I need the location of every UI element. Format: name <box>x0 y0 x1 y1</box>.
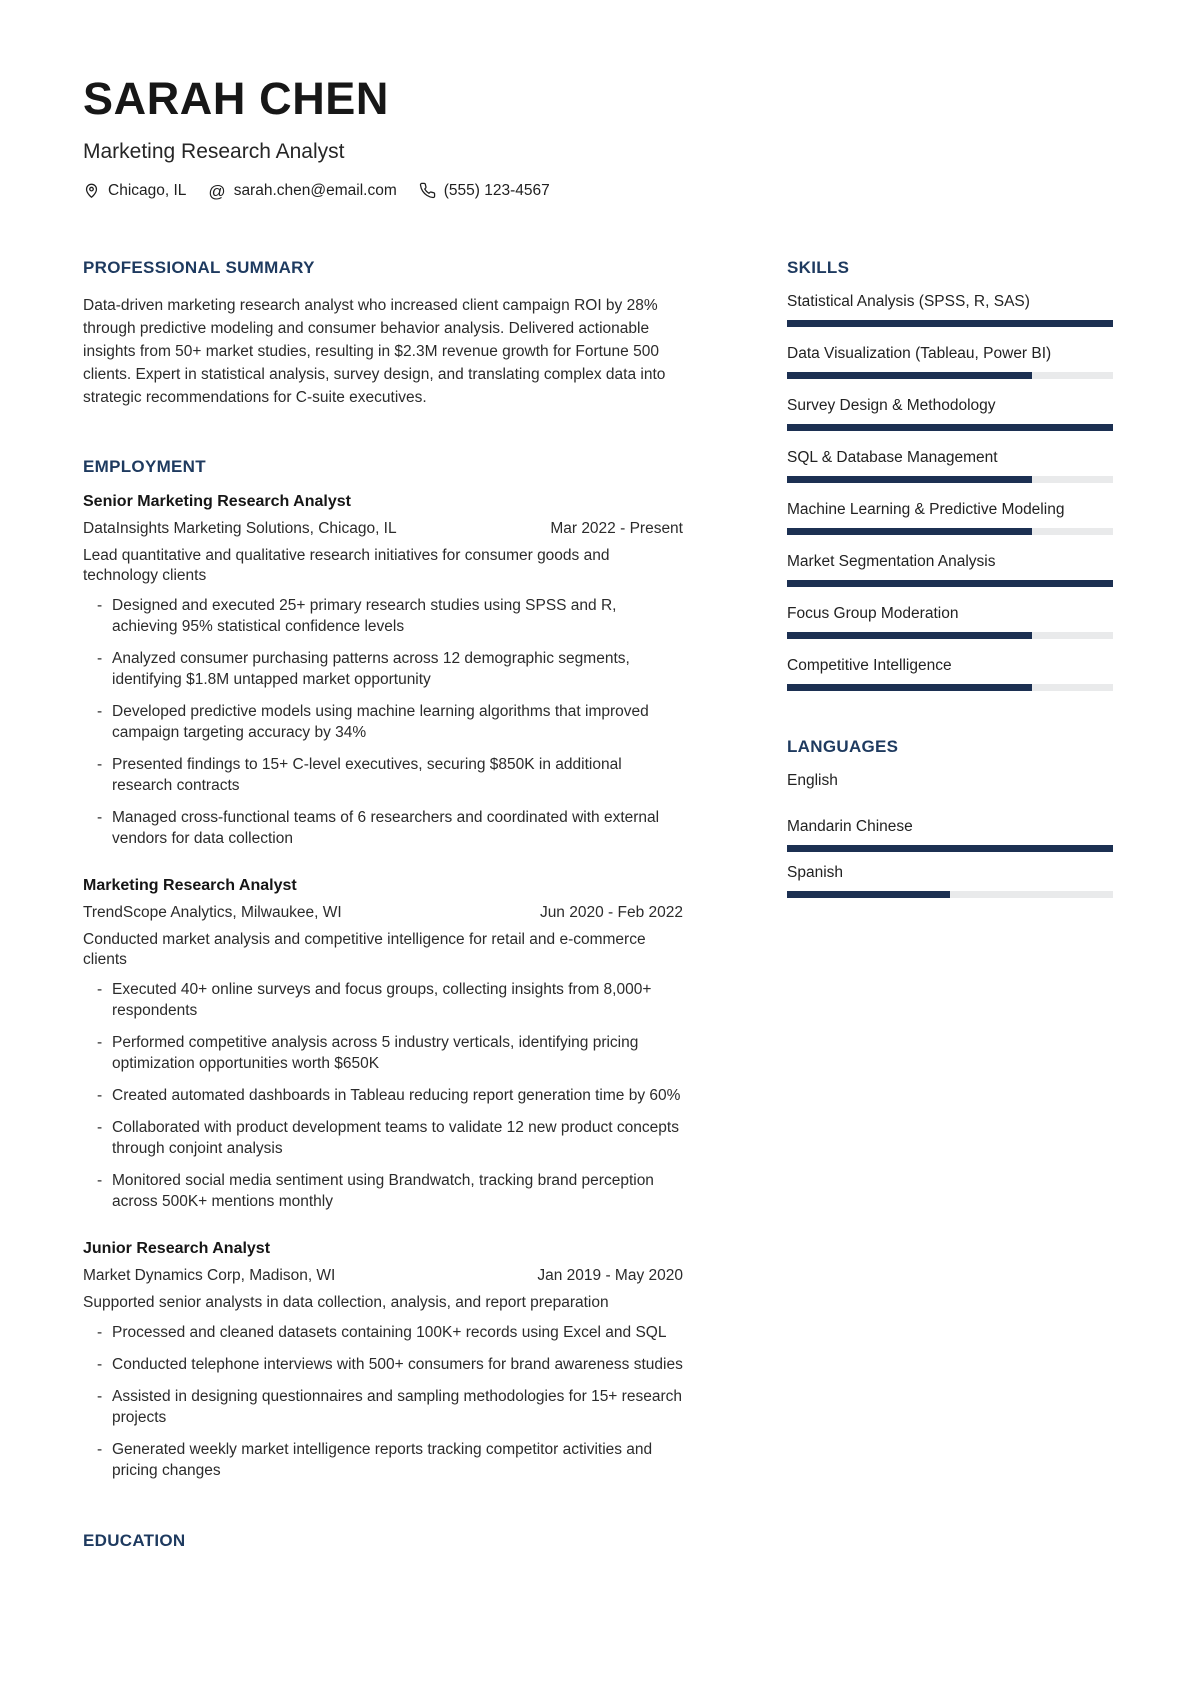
summary-text: Data-driven marketing research analyst who increased client campaign ROI by 28% through predictive modeling and consumer behavior analysis. Delivered actionable insights from 50+ market studies, resulting in $2.3M revenue growth for Fortune 500 clients. Expert in statistical analysis, survey design, and translating complex data into strategic recommendations for C-suite executives. <box>83 296 666 406</box>
job-bullet-list <box>83 979 683 1212</box>
skill-level-bar <box>787 476 1113 483</box>
skill-label: Data Visualization (Tableau, Power BI) <box>787 344 1052 362</box>
skill-label: Competitive Intelligence <box>787 656 952 674</box>
skill-label: Focus Group Moderation <box>787 604 959 622</box>
skill-level-bar <box>787 372 1113 379</box>
skills-list <box>787 293 1113 691</box>
job-description: Lead quantitative and qualitative research initiatives for consumer goods and technology clients <box>83 546 610 584</box>
job-bullet-item: - Performed competitive analysis across 5 industry verticals, identifying pricing optimization opportunities worth $650K <box>83 1032 683 1074</box>
language-label: Mandarin Chinese <box>787 817 913 835</box>
job-entry <box>83 1239 683 1481</box>
job-bullet-item: - Processed and cleaned datasets containing 100K+ records using Excel and SQL <box>83 1322 683 1343</box>
contact-location <box>83 182 186 200</box>
job-dates: Jan 2019 - May 2020 <box>537 1266 683 1284</box>
skill-level-bar <box>787 632 1113 639</box>
job-dates: Mar 2022 - Present <box>550 519 683 537</box>
skill-label: Statistical Analysis (SPSS, R, SAS) <box>787 292 1030 310</box>
skill-item <box>787 449 1113 483</box>
language-level-bar-fill <box>787 891 950 898</box>
skill-level-bar-fill <box>787 372 1032 379</box>
location-pin-icon <box>83 182 100 199</box>
skill-item <box>787 605 1113 639</box>
job-bullet-item: - Managed cross-functional teams of 6 researchers and coordinated with external vendors for data collection <box>83 807 683 849</box>
language-label: Spanish <box>787 863 844 881</box>
job-bullet-item: - Created automated dashboards in Tableau reducing report generation time by 60% <box>83 1085 683 1106</box>
job-meta-row <box>83 903 683 922</box>
job-entry <box>83 492 683 849</box>
job-dates: Jun 2020 - Feb 2022 <box>539 903 683 921</box>
languages-section <box>787 737 1113 898</box>
job-bullet-item: - Generated weekly market intelligence reports tracking competitor activities and pricing changes <box>83 1439 683 1481</box>
contact-email <box>208 182 396 200</box>
resume-header <box>83 74 1113 200</box>
person-name: SARAH CHEN <box>83 73 390 124</box>
job-title: Senior Marketing Research Analyst <box>83 492 351 510</box>
skill-item <box>787 293 1113 327</box>
jobs-list <box>83 492 683 1481</box>
contact-email-text: sarah.chen@email.com <box>233 181 397 199</box>
skill-level-bar-fill <box>787 320 1113 327</box>
skill-level-bar-fill <box>787 632 1032 639</box>
job-description: Conducted market analysis and competitive intelligence for retail and e-commerce clients <box>83 930 646 968</box>
summary-section <box>83 258 683 409</box>
person-title: Marketing Research Analyst <box>83 140 345 164</box>
employment-heading: EMPLOYMENT <box>83 456 206 476</box>
job-company: Market Dynamics Corp, Madison, WI <box>83 1266 336 1284</box>
job-title: Junior Research Analyst <box>83 1239 271 1257</box>
job-entry <box>83 876 683 1212</box>
skill-label: Survey Design & Methodology <box>787 396 996 414</box>
skill-item <box>787 501 1113 535</box>
languages-list <box>787 772 1113 898</box>
skill-item <box>787 397 1113 431</box>
skill-label: Machine Learning & Predictive Modeling <box>787 500 1065 518</box>
job-bullet-item: - Presented findings to 15+ C-level executives, securing $850K in additional research contracts <box>83 754 683 796</box>
sidebar-column <box>787 258 1113 910</box>
contact-row <box>83 182 1113 200</box>
skill-level-bar <box>787 424 1113 431</box>
main-column <box>83 258 683 1551</box>
summary-heading: PROFESSIONAL SUMMARY <box>83 257 315 277</box>
job-bullet-list <box>83 595 683 849</box>
skills-section <box>787 258 1113 691</box>
skill-level-bar <box>787 320 1113 327</box>
skill-level-bar-fill <box>787 424 1113 431</box>
language-level-bar <box>787 845 1113 852</box>
job-title: Marketing Research Analyst <box>83 876 297 894</box>
skill-label: Market Segmentation Analysis <box>787 552 996 570</box>
skill-level-bar <box>787 684 1113 691</box>
skill-level-bar-fill <box>787 476 1032 483</box>
language-item <box>787 818 1113 852</box>
job-meta-row <box>83 519 683 538</box>
job-bullet-item: - Collaborated with product development teams to validate 12 new product concepts through conjoint analysis <box>83 1117 683 1159</box>
skills-heading: SKILLS <box>787 257 850 277</box>
job-bullet-item: - Designed and executed 25+ primary research studies using SPSS and R, achieving 95% statistical confidence levels <box>83 595 683 637</box>
contact-location-text: Chicago, IL <box>108 181 187 199</box>
job-description: Supported senior analysts in data collection, analysis, and report preparation <box>83 1293 609 1311</box>
skill-level-bar-fill <box>787 684 1032 691</box>
contact-phone-text: (555) 123-4567 <box>443 181 550 199</box>
skill-level-bar-fill <box>787 580 1113 587</box>
skill-label: SQL & Database Management <box>787 448 998 466</box>
job-bullet-item: - Developed predictive models using machine learning algorithms that improved campaign targeting accuracy by 34% <box>83 701 683 743</box>
language-level-bar <box>787 799 1113 806</box>
skill-item <box>787 657 1113 691</box>
skill-level-bar <box>787 528 1113 535</box>
job-bullet-item: - Analyzed consumer purchasing patterns across 12 demographic segments, identifying $1.8M untapped market opportunity <box>83 648 683 690</box>
language-label: English <box>787 771 838 789</box>
languages-heading: LANGUAGES <box>787 736 899 756</box>
job-meta-row <box>83 1266 683 1285</box>
contact-phone <box>419 182 550 200</box>
language-level-bar <box>787 891 1113 898</box>
job-company: DataInsights Marketing Solutions, Chicago, IL <box>83 519 397 537</box>
skill-item <box>787 345 1113 379</box>
education-heading: EDUCATION <box>83 1530 186 1550</box>
language-item <box>787 864 1113 898</box>
skill-level-bar-fill <box>787 528 1032 535</box>
language-item <box>787 772 1113 806</box>
at-icon: @ <box>208 182 226 202</box>
phone-icon <box>419 182 436 199</box>
job-bullet-list <box>83 1322 683 1481</box>
employment-section <box>83 457 683 1481</box>
skill-level-bar <box>787 580 1113 587</box>
job-company: TrendScope Analytics, Milwaukee, WI <box>83 903 342 921</box>
language-level-bar-fill <box>787 845 1113 852</box>
education-section <box>83 1531 683 1551</box>
job-bullet-item: - Conducted telephone interviews with 500+ consumers for brand awareness studies <box>83 1354 683 1375</box>
job-bullet-item: - Assisted in designing questionnaires and sampling methodologies for 15+ research projects <box>83 1386 683 1428</box>
job-bullet-item: - Monitored social media sentiment using Brandwatch, tracking brand perception across 500K+ mentions monthly <box>83 1170 683 1212</box>
job-bullet-item: - Executed 40+ online surveys and focus groups, collecting insights from 8,000+ respondents <box>83 979 683 1021</box>
skill-item <box>787 553 1113 587</box>
resume-body <box>83 258 1113 1551</box>
